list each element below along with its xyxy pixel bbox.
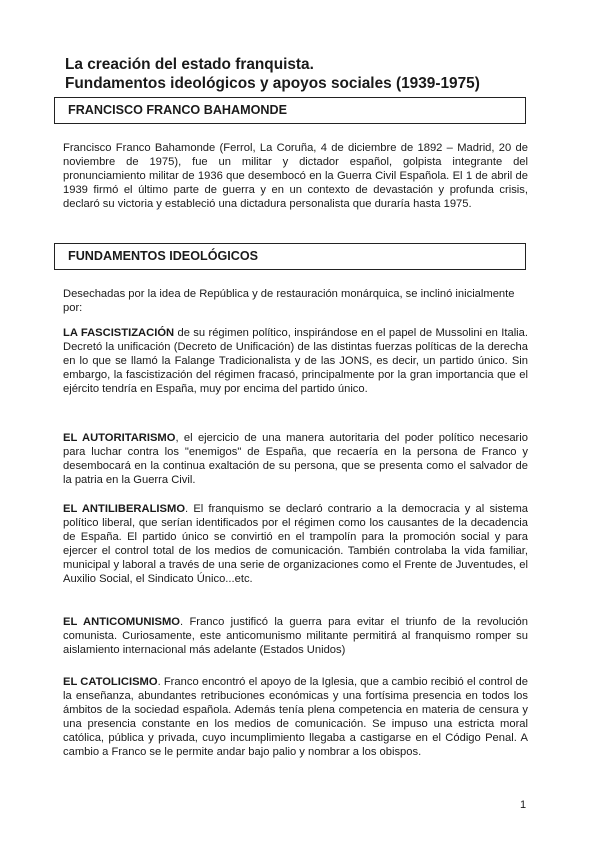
item-text: de su régimen político, inspirándose en el papel de Mussolini en Italia. Decretó la unificación (Decreto de Unificación) de las distintas fuerzas políticas de la derecha en lo que se llamó la Falange Tradicionalista y de las JONS, es decir, un partido único. Sin embargo, la fascistización del régimen fracasó, principalmente por la gran importancia que el ejército tendría en España, muy por encima del partido único. bbox=[63, 327, 528, 396]
franco-biography-paragraph: Francisco Franco Bahamonde (Ferrol, La Coruña, 4 de diciembre de 1892 – Madrid, 20 de noviembre de 1975), fue un militar y dictador español, golpista integrante del pronunciamiento militar de 1936 que desembocó en la Guerra Civil Española. El 1 de abril de 1939 firmó el último parte de guerra y en un contexto de devastación y profunda crisis, declaró su victoria y estableció una dictadura personalista que duraría hasta 1975. bbox=[63, 142, 528, 211]
item-text: , el ejercicio de una manera autoritaria del poder político necesario para luchar contra los "enemigos" de España, que recaería en la persona de Franco y desembocará en la continua exaltación de su persona, que se presenta como el salvador de la patria en la Guerra Civil. bbox=[63, 432, 528, 487]
fundamentos-intro-paragraph: Desechadas por la idea de República y de restauración monárquica, se inclinó inicialmente por: bbox=[63, 288, 515, 315]
item-term: EL ANTILIBERALISMO bbox=[63, 503, 186, 515]
page-number: 1 bbox=[520, 799, 527, 811]
item-antiliberalismo bbox=[63, 502, 528, 587]
section-heading-franco: FRANCISCO FRANCO BAHAMONDE bbox=[54, 97, 526, 124]
section-heading-fundamentos: FUNDAMENTOS IDEOLÓGICOS bbox=[54, 243, 526, 270]
document-title bbox=[65, 55, 535, 93]
item-term: EL CATOLICISMO bbox=[63, 676, 158, 688]
item-term: EL ANTICOMUNISMO bbox=[63, 616, 180, 628]
title-line-1: La creación del estado franquista. bbox=[65, 56, 314, 73]
item-catolicismo bbox=[63, 675, 528, 760]
item-autoritarismo bbox=[63, 431, 528, 487]
title-line-2: Fundamentos ideológicos y apoyos sociales (1939-1975) bbox=[65, 75, 480, 92]
item-term: LA FASCISTIZACIÓN bbox=[63, 327, 175, 339]
item-fascistizacion bbox=[63, 326, 528, 396]
item-text: . Franco encontró el apoyo de la Iglesia, que a cambio recibió el control de la enseñanza, abundantes retribuciones económicas y una fortísima presencia en todos los ámbitos de la sociedad española. Además tenía plena competencia en materia de censura y una presencia constante en los medios de comunicación. Se impuso una estricta moral católica, pública y privada, cuyo incumplimiento llegaba a castigarse en el Código Penal. A cambio a Franco se le permite andar bajo palio y nombrar a los obispos. bbox=[63, 676, 529, 759]
item-term: EL AUTORITARISMO bbox=[63, 432, 176, 444]
item-text: . El franquismo se declaró contrario a la democracia y al sistema político liberal, que serían identificados por el régimen como los causantes de la decadencia de España. El partido único se convirtió en el trampolín para la promoción social y para ejercer el control total de los medios de comunicación. También controlaba la vida familiar, municipal y laboral a través de una serie de organizaciones como el Frente de Juventudes, el Auxilio Social, el Sindicato Único...etc. bbox=[63, 503, 528, 586]
item-anticomunismo bbox=[63, 615, 528, 657]
item-text: . Franco justificó la guerra para evitar el triunfo de la revolución comunista. Curiosamente, este anticomunismo militante permitirá al franquismo romper su aislamiento internacional más adelante (Estados Unidos) bbox=[63, 616, 528, 657]
